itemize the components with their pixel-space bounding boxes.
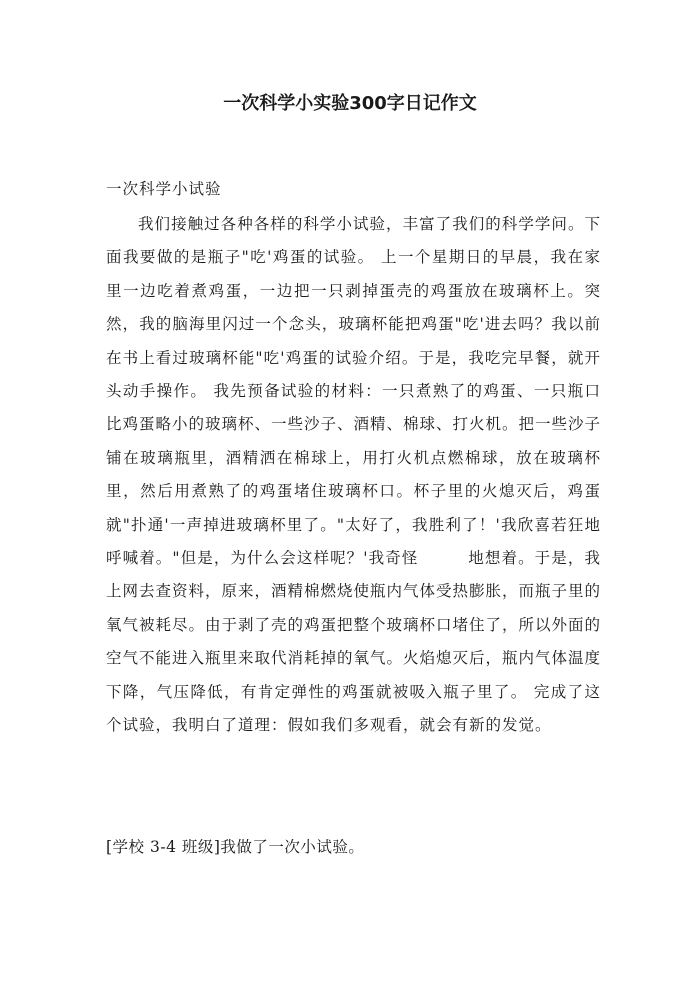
document-title: 一次科学小实验300字日记作文	[223, 93, 477, 114]
body-paragraph: 我们接触过各种各样的科学小试验，丰富了我们的科学学问。下面我要做的是瓶子"吃'鸡蛋的试验。 上一个星期日的早晨，我在家里一边吃着煮鸡蛋，一边把一只剥掉蛋壳的鸡蛋放在玻璃杯上。突然，我的脑海里闪过一个念头，玻璃杯能把鸡蛋"吃'进去吗？我以前在书上看过玻璃杯能"吃'鸡蛋的试验介绍。于是，我吃完早餐，就开头动手操作。 我先预备试验的材料：一只煮熟了的鸡蛋、一只瓶口比鸡蛋略小的玻璃杯、一些沙子、酒精、棉球、打火机。把一些沙子铺在玻璃瓶里，酒精洒在棉球上，用打火机点燃棉球，放在玻璃杯里，然后用煮熟了的鸡蛋堵住玻璃杯口。杯子里的火熄灭后，鸡蛋就"扑通'一声掉进玻璃杯里了。"太好了，我胜利了！'我欣喜若狂地呼喊着。"但是，为什么会这样呢？'我奇怪 地想着。于是，我上网去查资料，原来，酒精棉燃烧使瓶内气体受热膨胀，而瓶子里的氧气被耗尽。由于剥了壳的鸡蛋把整个玻璃杯口堵住了，所以外面的空气不能进入瓶里来取代消耗掉的氧气。火焰熄灭后，瓶内气体温度下降，气压降低，有肯定弹性的鸡蛋就被吸入瓶子里了。 完成了这个试验，我明白了道理：假如我们多观看，就会有新的发觉。	[106, 215, 602, 735]
section-subheading: 一次科学小试验	[106, 180, 222, 198]
class-attribution: [学校 3-4 班级]我做了一次小试验。	[106, 838, 365, 856]
